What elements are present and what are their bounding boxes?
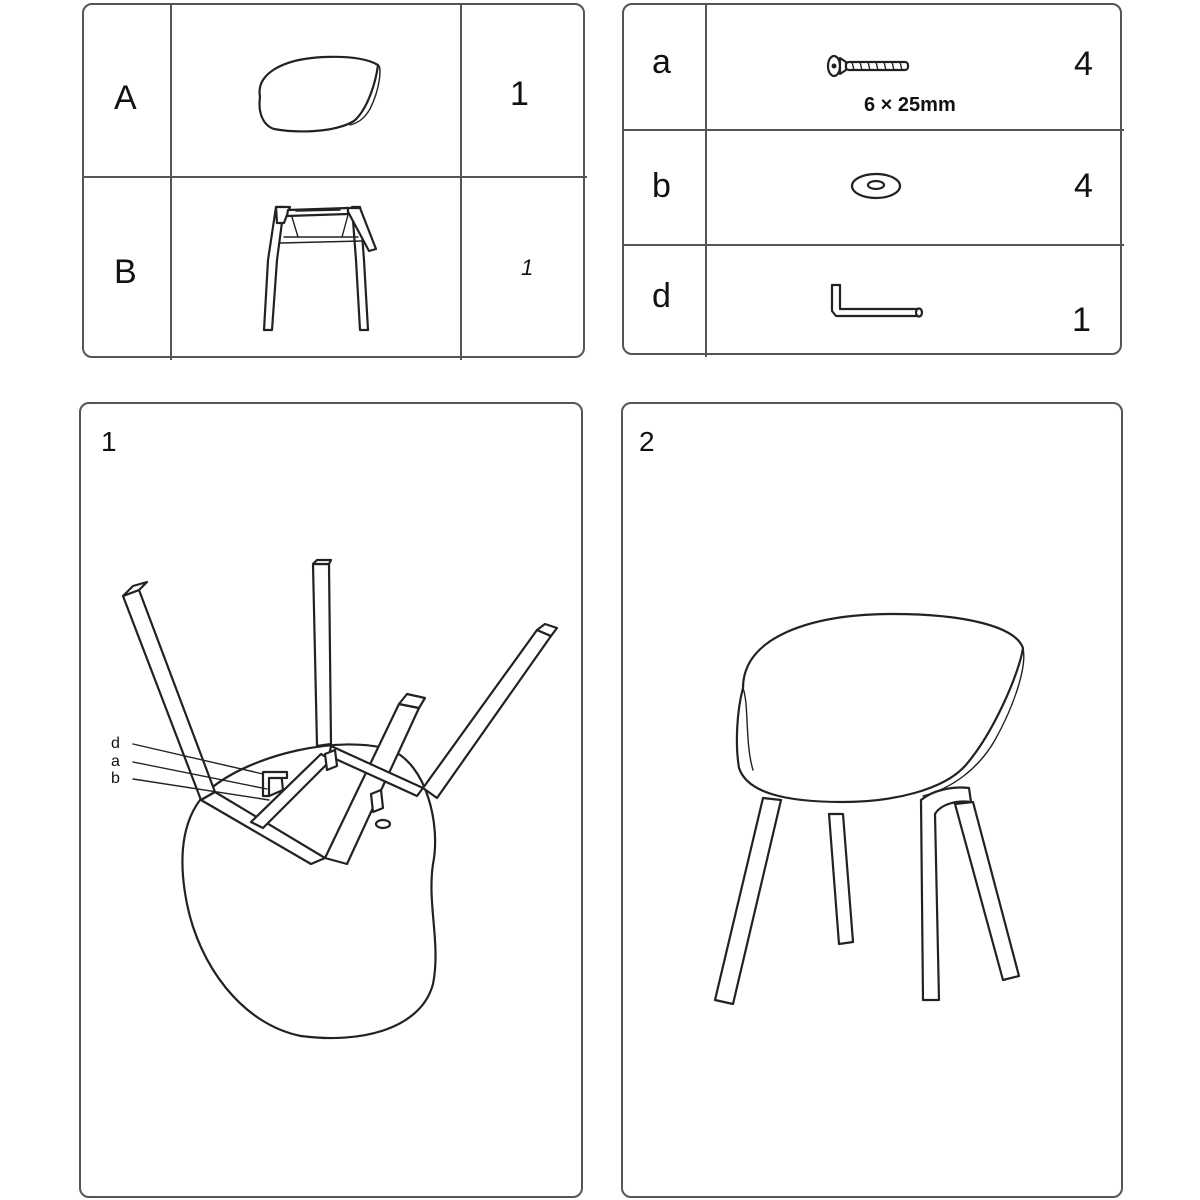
part-letter-a: A [114,79,137,117]
callout-label-d: d [111,735,120,752]
hardware-letter-b: b [652,167,671,205]
chair-leg-frame-icon [84,5,587,360]
hardware-letter-a: a [652,43,671,81]
hardware-list-panel [622,3,1122,355]
step-2-number: 2 [639,426,655,457]
callout-label-b: b [111,770,120,787]
part-qty-b: 1 [521,255,534,280]
assembled-chair-icon [623,404,1125,1200]
part-qty-a: 1 [510,75,529,113]
step-1-panel [79,402,583,1198]
hardware-qty-b: 4 [1074,167,1093,205]
step-2-panel [621,402,1123,1198]
hardware-size-a: 6 × 25mm [864,94,956,116]
hardware-letter-d: d [652,277,671,315]
part-letter-b: B [114,253,137,291]
hardware-qty-d: 1 [1072,301,1091,339]
step-1-number: 1 [101,426,117,457]
callout-label-a: a [111,753,120,770]
parts-list-panel [82,3,585,358]
allen-key-icon [624,5,1124,357]
inverted-chair-assembly-icon [81,404,585,1200]
hardware-qty-a: 4 [1074,45,1093,83]
